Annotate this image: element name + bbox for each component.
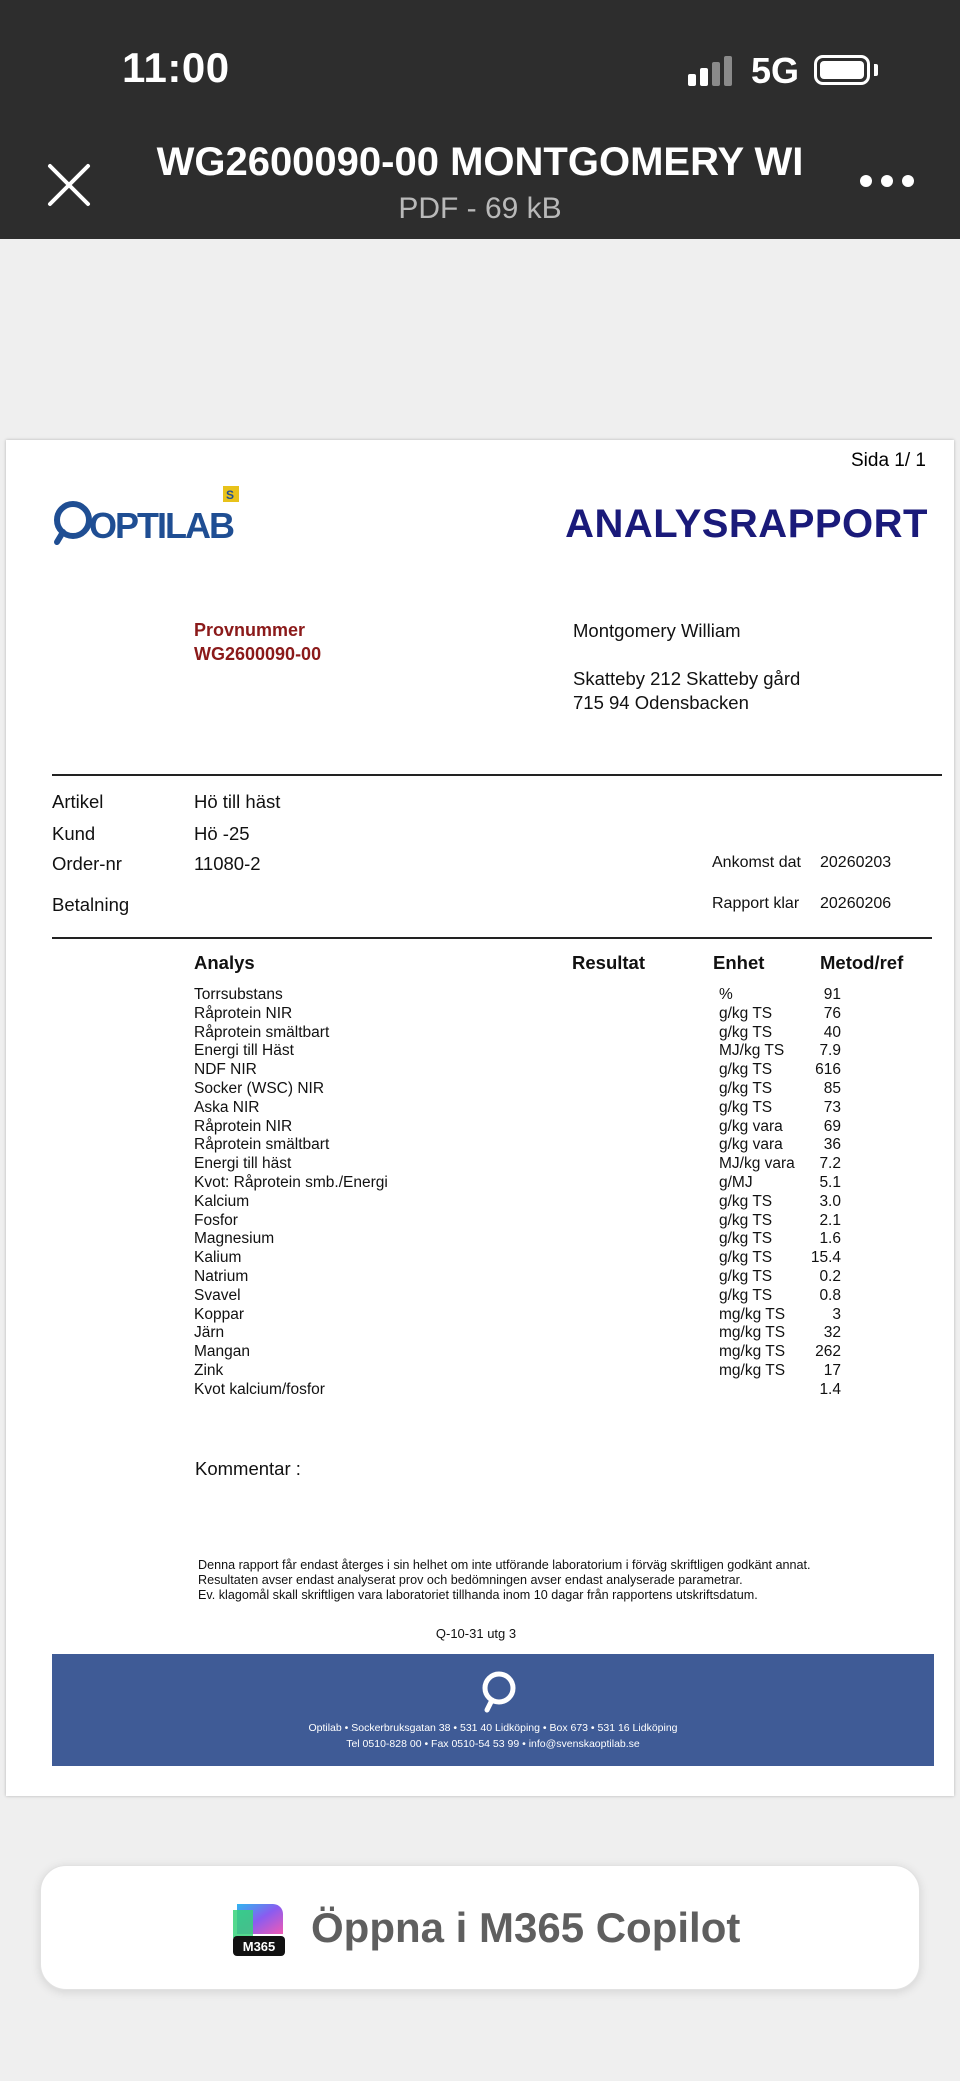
analysis-cell: NDF NIR xyxy=(194,1061,257,1079)
arrival-date-value: 20260203 xyxy=(820,854,892,871)
table-row xyxy=(194,1343,874,1362)
footer-band xyxy=(52,1654,934,1766)
analysis-cell: Mangan xyxy=(194,1343,251,1361)
m365-copilot-icon xyxy=(227,1896,291,1960)
analysis-cell: Aska NIR xyxy=(194,1098,260,1116)
table-row xyxy=(194,1042,874,1061)
unit-cell: g/MJ xyxy=(719,1173,753,1191)
analysis-cell: Fosfor xyxy=(194,1211,238,1229)
page-number: Sida 1/ 1 xyxy=(851,450,926,471)
table-row xyxy=(194,1324,874,1343)
table-row xyxy=(194,1061,874,1080)
result-cell: 36 xyxy=(823,1136,841,1154)
result-cell: 32 xyxy=(823,1324,841,1342)
customer-street: Skatteby 212 Skatteby gård xyxy=(573,668,801,689)
table-row xyxy=(194,1174,874,1193)
result-cell: 76 xyxy=(823,1004,841,1022)
document-title: WG2600090-00 MONTGOMERY WI xyxy=(156,140,804,184)
unit-cell: g/kg TS xyxy=(719,1267,773,1285)
document-code xyxy=(6,1626,954,1641)
result-cell: 5.1 xyxy=(819,1173,841,1191)
unit-cell: g/kg TS xyxy=(719,1211,773,1229)
m365-badge-text: M365 xyxy=(242,1939,276,1954)
customer-postal: 715 94 Odensbacken xyxy=(573,692,749,713)
divider xyxy=(52,774,942,776)
table-row xyxy=(194,1024,874,1043)
result-cell: 2.1 xyxy=(819,1211,841,1229)
table-row xyxy=(194,1249,874,1268)
table-row xyxy=(194,1381,874,1400)
table-row xyxy=(194,1268,874,1287)
report-title: ANALYSRAPPORT xyxy=(565,502,928,546)
result-cell: 1.6 xyxy=(819,1230,841,1248)
top-bar xyxy=(0,0,960,239)
info-value-article: Hö till häst xyxy=(194,791,281,812)
disclaimer-line: Resultaten avser endast analyserat prov och bedömningen avser endast analyserade parametrar. xyxy=(198,1573,743,1587)
logo-text: OPTILAB xyxy=(89,505,233,546)
document-subtitle: PDF - 69 kB xyxy=(398,192,562,225)
unit-cell: g/kg TS xyxy=(719,1079,773,1097)
header-analysis: Analys xyxy=(194,952,255,973)
info-label-order: Order-nr xyxy=(52,853,122,874)
unit-cell: MJ/kg vara xyxy=(719,1155,795,1173)
unit-cell: g/kg TS xyxy=(719,1061,773,1079)
analysis-cell: Kvot: Råprotein smb./Energi xyxy=(194,1173,388,1191)
analysis-cell: Natrium xyxy=(194,1267,249,1285)
result-cell: 15.4 xyxy=(810,1249,841,1267)
analysis-cell: Råprotein smältbart xyxy=(194,1023,330,1041)
open-in-copilot-button[interactable] xyxy=(40,1865,920,1990)
table-row xyxy=(194,1155,874,1174)
unit-cell: mg/kg TS xyxy=(719,1305,786,1323)
divider xyxy=(52,937,932,939)
close-icon[interactable] xyxy=(44,160,94,210)
info-value-order: 11080-2 xyxy=(194,853,261,874)
report-ready-value: 20260206 xyxy=(820,895,892,912)
result-cell: 3.0 xyxy=(819,1192,841,1210)
analysis-cell: Råprotein NIR xyxy=(194,1117,293,1135)
result-cell: 7.2 xyxy=(819,1155,841,1173)
analysis-cell: Torrsubstans xyxy=(194,986,283,1003)
footer-contact: Tel 0510-828 00 • Fax 0510-54 53 99 • info@svenskaoptilab.se xyxy=(346,1738,640,1750)
optilab-logo xyxy=(51,482,241,554)
analysis-cell: Svavel xyxy=(194,1286,241,1304)
analysis-cell: Kvot kalcium/fosfor xyxy=(194,1380,325,1398)
unit-cell: g/kg TS xyxy=(719,1286,773,1304)
info-label-customer: Kund xyxy=(52,823,96,844)
header-result: Resultat xyxy=(572,952,645,973)
unit-cell: g/kg TS xyxy=(719,1192,773,1210)
pdf-page xyxy=(6,440,954,1796)
result-cell: 0.8 xyxy=(819,1286,841,1304)
result-cell: 262 xyxy=(815,1343,841,1361)
info-label-article: Artikel xyxy=(52,791,104,812)
unit-cell: g/kg vara xyxy=(719,1136,783,1154)
result-cell: 85 xyxy=(823,1079,841,1097)
table-row xyxy=(194,1230,874,1249)
table-row xyxy=(194,1287,874,1306)
analysis-cell: Kalcium xyxy=(194,1192,250,1210)
unit-cell: MJ/kg TS xyxy=(719,1042,785,1060)
analysis-cell: Energi till Häst xyxy=(194,1042,294,1060)
table-row xyxy=(194,1212,874,1231)
svg-text:S: S xyxy=(226,488,235,502)
unit-cell: g/kg TS xyxy=(719,1023,773,1041)
customer-name: Montgomery William xyxy=(573,620,741,641)
disclaimer-line: Denna rapport får endast återges i sin helhet om inte utförande laboratorium i förväg skriftligen godkänt annat. xyxy=(198,1558,811,1572)
result-cell: 69 xyxy=(823,1117,841,1135)
table-row xyxy=(194,1362,874,1381)
analysis-cell: Koppar xyxy=(194,1305,244,1323)
table-row xyxy=(194,1005,874,1024)
footer-address: Optilab • Sockerbruksgatan 38 • 531 40 Lidköping • Box 673 • 531 16 Lidköping xyxy=(308,1722,678,1734)
analysis-cell: Energi till häst xyxy=(194,1155,292,1173)
more-icon[interactable] xyxy=(860,175,914,187)
disclaimer-line: Ev. klagomål skall skriftligen vara laboratoriet tillhanda inom 10 dagar från rapportens utskriftsdatum. xyxy=(198,1588,758,1602)
document-code-text: Q-10-31 utg 3 xyxy=(435,1626,517,1641)
result-cell: 7.9 xyxy=(819,1042,841,1060)
info-value-customer: Hö -25 xyxy=(194,823,250,844)
unit-cell: g/kg vara xyxy=(719,1117,783,1135)
unit-cell: % xyxy=(719,986,733,1003)
unit-cell: mg/kg TS xyxy=(719,1343,786,1361)
table-row xyxy=(194,986,874,1005)
battery-cap xyxy=(874,64,878,76)
sample-number: WG2600090-00 xyxy=(194,644,322,664)
table-row xyxy=(194,1193,874,1212)
info-label-payment: Betalning xyxy=(52,894,130,915)
result-cell: 73 xyxy=(823,1098,841,1116)
analysis-cell: Råprotein NIR xyxy=(194,1004,293,1022)
result-cell: 0.2 xyxy=(819,1267,841,1285)
analysis-cell: Järn xyxy=(194,1324,225,1342)
status-time: 11:00 xyxy=(122,44,230,91)
analysis-cell: Magnesium xyxy=(194,1230,275,1248)
table-row xyxy=(194,1118,874,1137)
table-row xyxy=(194,1080,874,1099)
signal-icon xyxy=(688,56,732,86)
unit-cell: mg/kg TS xyxy=(719,1324,786,1342)
header-method: Metod/ref xyxy=(820,952,904,973)
optilab-mark-icon xyxy=(479,1670,519,1716)
unit-cell: g/kg TS xyxy=(719,1098,773,1116)
analysis-cell: Zink xyxy=(194,1361,224,1379)
result-cell: 3 xyxy=(832,1305,841,1323)
result-cell: 1.4 xyxy=(819,1380,841,1398)
table-row xyxy=(194,1099,874,1118)
header-unit: Enhet xyxy=(713,952,765,973)
sample-label: Provnummer xyxy=(194,620,306,640)
results-table xyxy=(194,986,874,1400)
analysis-cell: Socker (WSC) NIR xyxy=(194,1079,325,1097)
analysis-cell: Kalium xyxy=(194,1249,242,1267)
unit-cell: mg/kg TS xyxy=(719,1361,786,1379)
battery-icon xyxy=(814,55,870,85)
report-ready-label: Rapport klar xyxy=(712,895,800,912)
unit-cell: g/kg TS xyxy=(719,1230,773,1248)
comment-label: Kommentar : xyxy=(195,1458,301,1479)
analysis-cell: Råprotein smältbart xyxy=(194,1136,330,1154)
unit-cell: g/kg TS xyxy=(719,1249,773,1267)
disclaimer xyxy=(198,1558,811,1603)
result-cell: 17 xyxy=(823,1361,841,1379)
result-cell: 616 xyxy=(815,1061,841,1079)
arrival-date-label: Ankomst dat xyxy=(712,854,801,871)
unit-cell: g/kg TS xyxy=(719,1004,773,1022)
network-type: 5G xyxy=(751,50,800,91)
result-cell: 91 xyxy=(823,986,841,1003)
table-row xyxy=(194,1306,874,1325)
table-row xyxy=(194,1136,874,1155)
open-in-copilot-label: Öppna i M365 Copilot xyxy=(311,1904,741,1951)
result-cell: 40 xyxy=(823,1023,841,1041)
